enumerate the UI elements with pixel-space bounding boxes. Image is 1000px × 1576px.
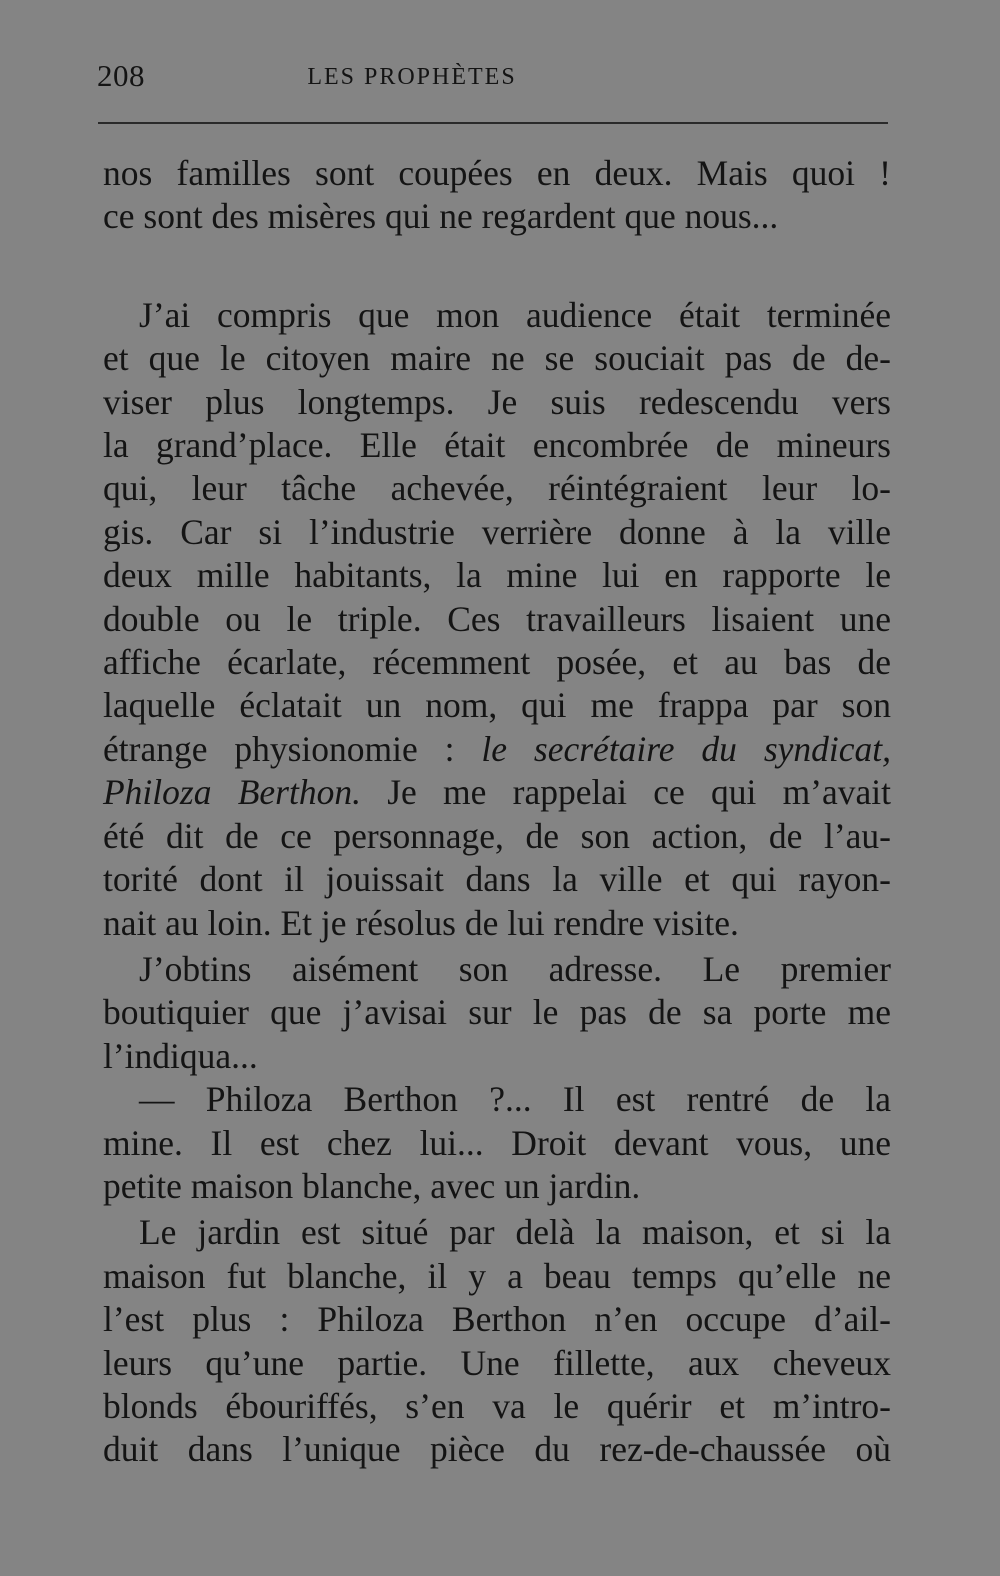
text-line: nait au loin. Et je résolus de lui rendre visite. — [103, 902, 739, 943]
header-rule — [98, 122, 888, 124]
text-line: leurs qu’une partie. Une fillette, aux cheveux — [103, 1342, 891, 1383]
text-line: ce sont des misères qui ne regardent que nous... — [103, 196, 779, 237]
text-line: — Philoza Berthon ?... Il est rentré de la — [139, 1079, 891, 1120]
text-line: la grand’place. Elle était encombrée de mineurs — [103, 425, 891, 466]
text-line: deux mille habitants, la mine lui en rapporte le — [103, 555, 891, 596]
text-line: affiche écarlate, récemment posée, et au bas de — [103, 642, 891, 683]
text-line: et que le citoyen maire ne se souciait pas de de- — [103, 338, 891, 379]
running-head: LES PROPHÈTES — [307, 64, 517, 90]
text-line: laquelle éclatait un nom, qui me frappa par son — [103, 685, 891, 726]
text-line: l’indiqua... — [103, 1035, 258, 1076]
text-span: étrange physionomie : — [103, 728, 482, 769]
body-text — [103, 152, 891, 1472]
text-line: blonds ébouriffés, s’en va le quérir et m’intro- — [103, 1385, 891, 1426]
paragraph-4 — [103, 1078, 891, 1208]
text-line: J’obtins aisément son adresse. Le premier — [139, 948, 891, 989]
text-line: l’est plus : Philoza Berthon n’en occupe d’ail- — [103, 1299, 891, 1340]
text-line: J’ai compris que mon audience était terminée — [139, 294, 891, 335]
text-line: mine. Il est chez lui... Droit devant vous, une — [103, 1122, 891, 1163]
text-line: été dit de ce personnage, de son action, de l’au- — [103, 815, 891, 856]
text-line: double ou le triple. Ces travailleurs lisaient une — [103, 598, 891, 639]
text-line: gis. Car si l’industrie verrière donne à la ville — [103, 511, 891, 552]
page-header — [97, 58, 887, 102]
text-line: torité dont il jouissait dans la ville et qui rayon- — [103, 859, 891, 900]
text-line: duit dans l’unique pièce du rez-de-chaussée où — [103, 1429, 891, 1470]
paragraph-5 — [103, 1211, 891, 1471]
text-line: viser plus longtemps. Je suis redescendu vers — [103, 381, 891, 422]
paragraph-2 — [103, 294, 891, 945]
text-line: Le jardin est situé par delà la maison, et si la — [139, 1212, 891, 1253]
text-line: qui, leur tâche achevée, réintégraient leur lo- — [103, 468, 891, 509]
text-span: Je me rappelai ce qui m’avait — [360, 772, 891, 813]
text-line: petite maison blanche, avec un jardin. — [103, 1165, 641, 1206]
text-line: boutiquier que j’avisai sur le pas de sa porte me — [103, 992, 891, 1033]
page-number: 208 — [97, 58, 145, 93]
italic-span: le secrétaire du syndicat, — [481, 728, 891, 769]
text-line: nos familles sont coupées en deux. Mais quoi ! — [103, 153, 891, 193]
italic-span: Philoza Berthon. — [103, 772, 361, 813]
text-line-mixed — [103, 728, 891, 771]
text-line: maison fut blanche, il y a beau temps qu’elle ne — [103, 1255, 891, 1296]
text-line-mixed — [103, 771, 891, 814]
paragraph-1 — [103, 152, 891, 239]
paragraph-3 — [103, 948, 891, 1078]
